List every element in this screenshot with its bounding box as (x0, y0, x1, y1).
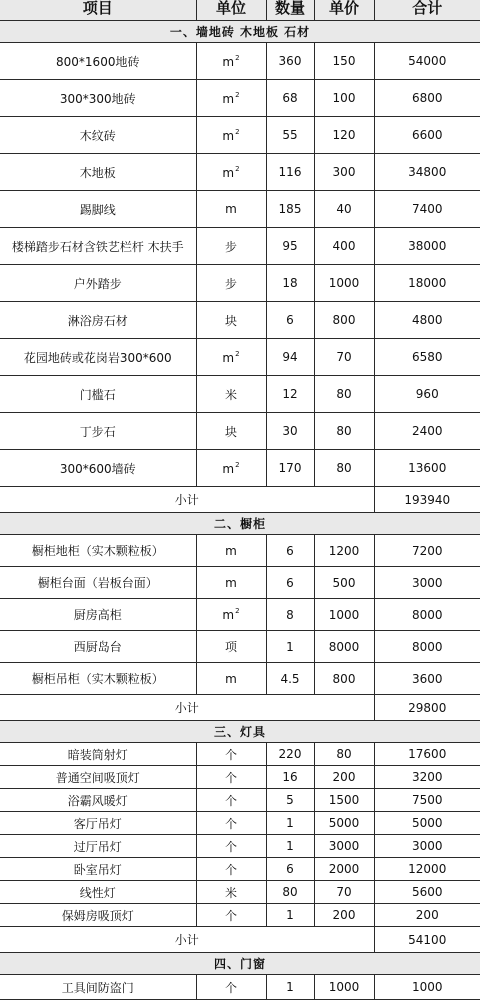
qty-cell: 1 (266, 835, 314, 858)
unit-cell (196, 80, 266, 117)
qty-cell: 5 (266, 789, 314, 812)
unit-text: m (225, 575, 237, 590)
item-cell: 厨房高柜 (0, 599, 196, 631)
total-cell: 18000 (374, 265, 480, 302)
total-cell: 4800 (374, 302, 480, 339)
price-cell: 5000 (314, 812, 374, 835)
price-cell: 800 (314, 663, 374, 695)
unit-superscript: 2 (235, 164, 240, 173)
total-cell: 5000 (374, 812, 480, 835)
price-cell: 200 (314, 904, 374, 927)
section-header (0, 21, 480, 43)
qty-cell: 95 (266, 228, 314, 265)
table-row (0, 302, 480, 339)
section-title: 三、灯具 (0, 721, 480, 743)
qty-cell: 4.5 (266, 663, 314, 695)
table-row (0, 835, 480, 858)
section-header (0, 721, 480, 743)
item-cell: 工具间防盗门 (0, 975, 196, 1000)
total-cell: 38000 (374, 228, 480, 265)
unit-cell (196, 835, 266, 858)
unit-text: m (222, 54, 235, 69)
table-row (0, 904, 480, 927)
unit-superscript: 2 (235, 349, 240, 358)
unit-text: m (222, 461, 235, 476)
price-cell: 400 (314, 228, 374, 265)
price-cell: 8000 (314, 631, 374, 663)
item-cell: 浴霸风暖灯 (0, 789, 196, 812)
table-row (0, 228, 480, 265)
qty-cell: 116 (266, 154, 314, 191)
total-cell: 3200 (374, 766, 480, 789)
unit-cell (196, 631, 266, 663)
table-row (0, 43, 480, 80)
total-cell: 6580 (374, 339, 480, 376)
subtotal-row (0, 695, 480, 721)
item-cell: 保姆房吸顶灯 (0, 904, 196, 927)
total-cell: 1000 (374, 975, 480, 1000)
price-cell: 100 (314, 80, 374, 117)
unit-text: m (222, 91, 235, 106)
item-cell: 300*600墙砖 (0, 450, 196, 487)
qty-cell: 185 (266, 191, 314, 228)
price-cell: 80 (314, 450, 374, 487)
unit-text: 个 (224, 793, 237, 808)
unit-cell (196, 376, 266, 413)
unit-cell (196, 881, 266, 904)
price-cell: 1200 (314, 535, 374, 567)
unit-text: 块 (224, 424, 237, 439)
qty-cell: 30 (266, 413, 314, 450)
unit-superscript: 2 (235, 607, 240, 615)
unit-cell (196, 975, 266, 1000)
item-cell: 踢脚线 (0, 191, 196, 228)
unit-cell (196, 663, 266, 695)
total-cell: 2400 (374, 413, 480, 450)
table-row (0, 154, 480, 191)
unit-cell (196, 117, 266, 154)
unit-text: 个 (224, 747, 237, 762)
price-cell: 2000 (314, 858, 374, 881)
table-row (0, 858, 480, 881)
item-cell: 木纹砖 (0, 117, 196, 154)
header-row (0, 0, 480, 21)
qty-cell: 170 (266, 450, 314, 487)
qty-cell: 1 (266, 975, 314, 1000)
table-row (0, 80, 480, 117)
total-cell: 6600 (374, 117, 480, 154)
qty-cell: 80 (266, 881, 314, 904)
item-cell: 丁步石 (0, 413, 196, 450)
table-row (0, 881, 480, 904)
unit-cell (196, 599, 266, 631)
unit-text: m (225, 671, 237, 686)
total-cell: 5600 (374, 881, 480, 904)
total-cell: 54000 (374, 43, 480, 80)
unit-text: 个 (224, 862, 237, 877)
header-item: 项目 (0, 0, 196, 21)
qty-cell: 6 (266, 567, 314, 599)
item-cell: 暗装筒射灯 (0, 743, 196, 766)
price-cell: 1000 (314, 599, 374, 631)
table-row (0, 535, 480, 567)
price-cell: 150 (314, 43, 374, 80)
price-cell: 3000 (314, 835, 374, 858)
item-cell: 花园地砖或花岗岩300*600 (0, 339, 196, 376)
total-cell: 8000 (374, 631, 480, 663)
subtotal-value: 54100 (374, 927, 480, 953)
total-cell: 3000 (374, 567, 480, 599)
table-row (0, 743, 480, 766)
price-cell: 120 (314, 117, 374, 154)
header-price: 单价 (314, 0, 374, 21)
unit-cell (196, 812, 266, 835)
price-cell: 40 (314, 191, 374, 228)
subtotal-value: 193940 (374, 487, 480, 513)
item-cell: 橱柜地柜（实木颗粒板） (0, 535, 196, 567)
table-row (0, 631, 480, 663)
item-cell: 户外踏步 (0, 265, 196, 302)
unit-cell (196, 789, 266, 812)
table-row (0, 812, 480, 835)
unit-cell (196, 858, 266, 881)
qty-cell: 68 (266, 80, 314, 117)
total-cell: 6800 (374, 80, 480, 117)
table-row (0, 117, 480, 154)
qty-cell: 55 (266, 117, 314, 154)
header-total: 合计 (374, 0, 480, 21)
unit-cell (196, 228, 266, 265)
unit-cell (196, 450, 266, 487)
unit-text: m (222, 128, 235, 143)
subtotal-row (0, 487, 480, 513)
price-cell: 200 (314, 766, 374, 789)
total-cell: 13600 (374, 450, 480, 487)
subtotal-row (0, 927, 480, 953)
unit-text: m (222, 350, 235, 365)
total-cell: 7200 (374, 535, 480, 567)
price-cell: 80 (314, 743, 374, 766)
item-cell: 木地板 (0, 154, 196, 191)
unit-cell (196, 904, 266, 927)
unit-text: m (222, 165, 235, 180)
item-cell: 楼梯踏步石材含铁艺栏杆 木扶手 (0, 228, 196, 265)
qty-cell: 6 (266, 535, 314, 567)
subtotal-label: 小计 (0, 695, 374, 721)
price-cell: 800 (314, 302, 374, 339)
unit-cell (196, 265, 266, 302)
qty-cell: 1 (266, 904, 314, 927)
unit-superscript: 2 (235, 53, 240, 62)
table-row (0, 599, 480, 631)
unit-cell (196, 766, 266, 789)
unit-cell (196, 535, 266, 567)
total-cell: 7400 (374, 191, 480, 228)
total-cell: 8000 (374, 599, 480, 631)
unit-superscript: 2 (235, 127, 240, 136)
total-cell: 3000 (374, 835, 480, 858)
item-cell: 橱柜台面（岩板台面） (0, 567, 196, 599)
table-row (0, 376, 480, 413)
total-cell: 200 (374, 904, 480, 927)
item-cell: 橱柜吊柜（实木颗粒板） (0, 663, 196, 695)
unit-superscript: 2 (235, 90, 240, 99)
subtotal-value: 29800 (374, 695, 480, 721)
unit-cell (196, 339, 266, 376)
header-qty: 数量 (266, 0, 314, 21)
price-cell: 300 (314, 154, 374, 191)
unit-text: 项 (224, 640, 237, 654)
table-row (0, 663, 480, 695)
table-row (0, 413, 480, 450)
unit-text: 个 (224, 816, 237, 831)
total-cell: 34800 (374, 154, 480, 191)
item-cell: 普通空间吸顶灯 (0, 766, 196, 789)
item-cell: 800*1600地砖 (0, 43, 196, 80)
total-cell: 12000 (374, 858, 480, 881)
unit-text: 块 (224, 313, 237, 328)
unit-cell (196, 413, 266, 450)
table-row (0, 191, 480, 228)
item-cell: 卧室吊灯 (0, 858, 196, 881)
unit-text: m (225, 543, 237, 558)
subtotal-label: 小计 (0, 927, 374, 953)
unit-text: m (222, 608, 235, 622)
item-cell: 西厨岛台 (0, 631, 196, 663)
price-cell: 70 (314, 881, 374, 904)
price-cell: 1500 (314, 789, 374, 812)
unit-text: 个 (224, 980, 237, 995)
unit-cell (196, 302, 266, 339)
qty-cell: 1 (266, 812, 314, 835)
unit-text: 个 (224, 908, 237, 923)
table-row (0, 789, 480, 812)
item-cell: 线性灯 (0, 881, 196, 904)
qty-cell: 6 (266, 302, 314, 339)
table-row (0, 975, 480, 1000)
qty-cell: 8 (266, 599, 314, 631)
total-cell: 17600 (374, 743, 480, 766)
item-cell: 300*300地砖 (0, 80, 196, 117)
total-cell: 960 (374, 376, 480, 413)
table-row (0, 450, 480, 487)
unit-text: 米 (224, 885, 237, 900)
qty-cell: 360 (266, 43, 314, 80)
subtotal-label: 小计 (0, 487, 374, 513)
price-cell: 80 (314, 413, 374, 450)
section-header (0, 953, 480, 975)
unit-text: 米 (224, 387, 237, 402)
qty-cell: 18 (266, 265, 314, 302)
unit-text: 个 (224, 839, 237, 854)
price-cell: 1000 (314, 265, 374, 302)
unit-cell (196, 154, 266, 191)
qty-cell: 94 (266, 339, 314, 376)
total-cell: 7500 (374, 789, 480, 812)
price-cell: 70 (314, 339, 374, 376)
qty-cell: 12 (266, 376, 314, 413)
qty-cell: 1 (266, 631, 314, 663)
section-title: 二、橱柜 (0, 513, 480, 535)
item-cell: 淋浴房石材 (0, 302, 196, 339)
qty-cell: 220 (266, 743, 314, 766)
unit-text: 个 (224, 770, 237, 785)
price-cell: 1000 (314, 975, 374, 1000)
table-row (0, 339, 480, 376)
price-cell: 500 (314, 567, 374, 599)
unit-text: m (225, 202, 237, 216)
item-cell: 门槛石 (0, 376, 196, 413)
item-cell: 过厅吊灯 (0, 835, 196, 858)
header-unit: 单位 (196, 0, 266, 21)
section-header (0, 513, 480, 535)
unit-cell (196, 43, 266, 80)
unit-cell (196, 191, 266, 228)
unit-superscript: 2 (235, 460, 240, 469)
table-row (0, 766, 480, 789)
price-cell: 80 (314, 376, 374, 413)
unit-cell (196, 743, 266, 766)
item-cell: 客厅吊灯 (0, 812, 196, 835)
unit-text: 步 (224, 239, 237, 254)
total-cell: 3600 (374, 663, 480, 695)
table-row (0, 265, 480, 302)
unit-cell (196, 567, 266, 599)
section-title: 四、门窗 (0, 953, 480, 975)
qty-cell: 16 (266, 766, 314, 789)
table-row (0, 567, 480, 599)
qty-cell: 6 (266, 858, 314, 881)
unit-text: 步 (224, 276, 237, 291)
section-title: 一、墙地砖 木地板 石材 (0, 21, 480, 43)
